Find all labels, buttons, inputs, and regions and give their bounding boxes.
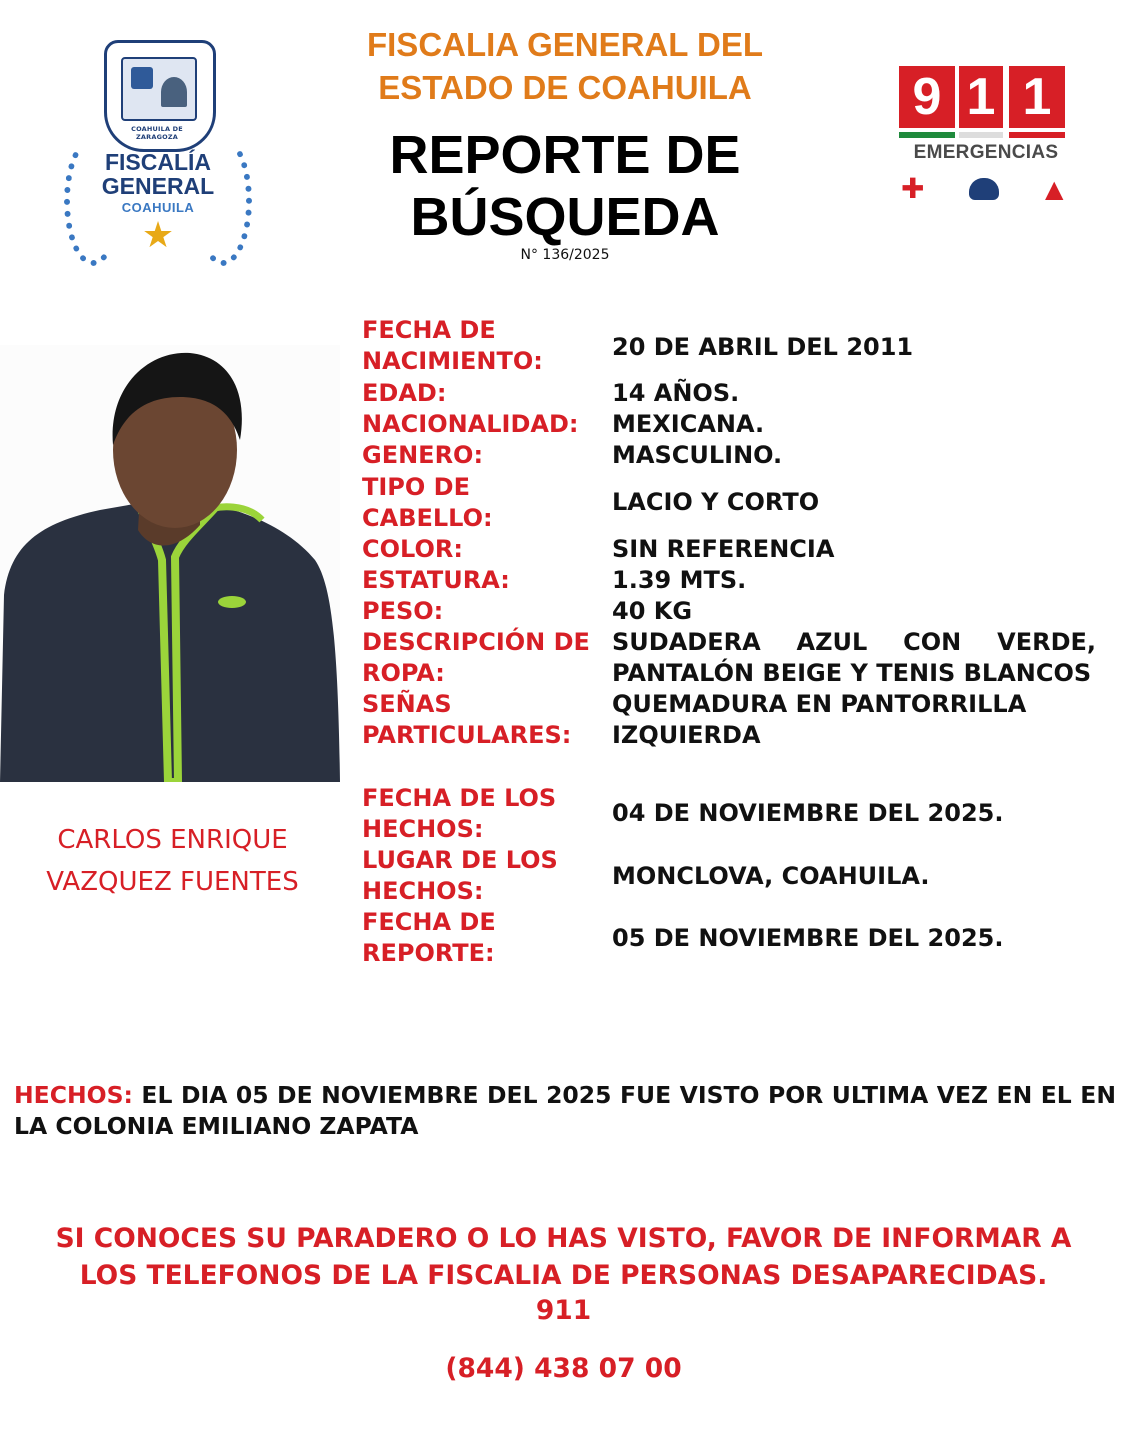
event-place-label-1: LUGAR DE LOS xyxy=(362,846,558,874)
birth-value: 20 DE ABRIL DEL 2011 xyxy=(612,333,914,361)
marks-value-1: QUEMADURA EN PANTORRILLA xyxy=(612,690,1027,718)
marks-label-2: PARTICULARES: xyxy=(362,721,572,749)
height-label: ESTATURA: xyxy=(362,566,510,594)
flag-white-bar xyxy=(959,132,1003,138)
medical-cross-icon: ✚ xyxy=(901,172,925,205)
weight-value: 40 KG xyxy=(612,597,693,625)
color-value: SIN REFERENCIA xyxy=(612,535,835,563)
flag-red-bar xyxy=(1009,132,1065,138)
digit-1: 1 xyxy=(959,66,1003,128)
logo-title-line-2: GENERAL xyxy=(101,173,215,199)
hair-label-2: CABELLO: xyxy=(362,504,493,532)
digit-9: 9 xyxy=(899,66,955,128)
facts-text: EL DIA 05 DE NOVIEMBRE DEL 2025 FUE VISTO POR ULTIMA VEZ EN EL EN LA COLONIA EMILIANO ZAPATA xyxy=(14,1081,1116,1140)
nationality-value: MEXICANA. xyxy=(612,410,765,438)
event-date-value: 04 DE NOVIEMBRE DEL 2025. xyxy=(612,799,1004,827)
agency-name-line-2: ESTADO DE COAHUILA xyxy=(378,69,752,106)
age-value: 14 AÑOS. xyxy=(612,379,740,407)
fire-icon: ▲ xyxy=(1045,175,1064,203)
clothes-label-1: DESCRIPCIÓN DE xyxy=(362,628,590,656)
report-title-line-2: BÚSQUEDA xyxy=(410,187,720,247)
digit-1-second: 1 xyxy=(1009,66,1065,128)
facts-label: HECHOS: xyxy=(14,1081,133,1109)
fiscalia-logo xyxy=(62,36,254,264)
hair-label-1: TIPO DE xyxy=(362,473,470,501)
birth-label-1: FECHA DE xyxy=(362,316,496,344)
appeal-line-2: LOS TELEFONOS DE LA FISCALIA DE PERSONAS DESAPARECIDAS. xyxy=(79,1260,1048,1291)
logo-subtitle: COAHUILA xyxy=(121,200,195,215)
person-portrait-icon xyxy=(0,345,340,782)
logo-title-line-1: FISCALÍA xyxy=(104,149,212,175)
event-place-value: MONCLOVA, COAHUILA. xyxy=(612,862,930,890)
clothes-value-2: PANTALÓN BEIGE Y TENIS BLANCOS xyxy=(612,659,1092,687)
nationality-label: NACIONALIDAD: xyxy=(362,410,579,438)
color-label: COLOR: xyxy=(362,535,463,563)
star-icon: ★ xyxy=(141,215,175,256)
report-date-value: 05 DE NOVIEMBRE DEL 2025. xyxy=(612,924,1004,952)
police-cap-icon xyxy=(969,178,999,200)
weight-label: PESO: xyxy=(362,597,444,625)
gender-label: GENERO: xyxy=(362,441,484,469)
report-date-label-2: REPORTE: xyxy=(362,939,495,967)
marks-value-2: IZQUIERDA xyxy=(612,721,761,749)
event-date-label-1: FECHA DE LOS xyxy=(362,784,557,812)
report-date-label-1: FECHA DE xyxy=(362,908,496,936)
emergencias-label: EMERGENCIAS xyxy=(913,142,1059,163)
marks-label-1: SEÑAS xyxy=(362,690,452,718)
event-date-label-2: HECHOS: xyxy=(362,815,484,843)
agency-name-line-1: FISCALIA GENERAL DEL xyxy=(366,26,764,63)
event-place-label-2: HECHOS: xyxy=(362,877,484,905)
gender-value: MASCULINO. xyxy=(612,441,783,469)
seal-ribbon-text: COAHUILA DE ZARAGOZA xyxy=(131,125,183,141)
hair-value: LACIO Y CORTO xyxy=(612,488,820,516)
report-number: N° 136/2025 xyxy=(520,247,610,263)
missing-person-photo xyxy=(0,345,340,782)
age-label: EDAD: xyxy=(362,379,447,407)
report-title-line-1: REPORTE DE xyxy=(389,125,741,185)
shield-seal-icon xyxy=(104,40,216,152)
person-name-line-2: VAZQUEZ FUENTES xyxy=(46,867,299,897)
height-value: 1.39 MTS. xyxy=(612,566,747,594)
contact-phone: (844) 438 07 00 xyxy=(445,1353,682,1384)
emergency-911-logo xyxy=(893,66,1079,214)
birth-label-2: NACIMIENTO: xyxy=(362,347,543,375)
facts-paragraph xyxy=(14,1080,1116,1142)
flag-green-bar xyxy=(899,132,955,138)
clothes-value-1: SUDADERA AZUL CON VERDE, xyxy=(612,628,1096,656)
appeal-911: 911 xyxy=(535,1295,592,1326)
appeal-line-1: SI CONOCES SU PARADERO O LO HAS VISTO, FAVOR DE INFORMAR A xyxy=(55,1223,1072,1254)
person-name-line-1: CARLOS ENRIQUE xyxy=(57,825,288,855)
clothes-label-2: ROPA: xyxy=(362,659,445,687)
